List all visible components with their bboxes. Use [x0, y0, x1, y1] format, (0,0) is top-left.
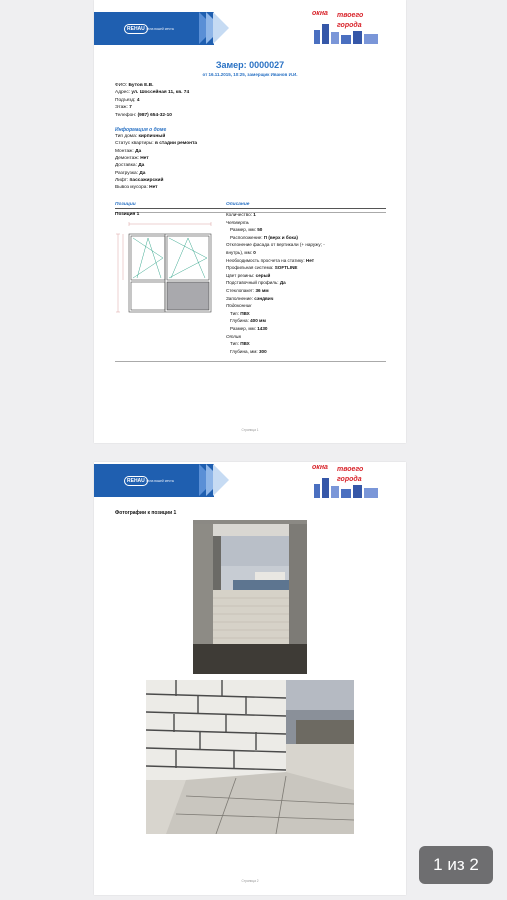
info-value: Нет	[149, 185, 158, 191]
description-line: Количество: 1	[226, 212, 256, 217]
banner-chevron	[213, 464, 229, 496]
info-value: Нет	[140, 155, 149, 161]
description-line: Заполнение: сэндвич	[226, 295, 274, 301]
info-label: Этаж:	[115, 105, 130, 111]
info-label: Телефон:	[115, 112, 138, 118]
description-line: Отлив	[226, 333, 241, 339]
info-row	[115, 105, 132, 111]
info-value: в стадии ремонта	[154, 141, 198, 147]
photo-window-opening	[193, 520, 307, 674]
description-line: Цвет резины: серый	[226, 272, 271, 278]
description-line: Размер, мм: 1430	[230, 326, 268, 331]
info-value: кирпичный	[138, 134, 166, 139]
info-row	[115, 83, 153, 89]
info-value: 4	[136, 97, 140, 103]
description-line: Тип: ПВХ	[230, 310, 250, 316]
description-line: Отклонение фасада от вертикали (+ наружу; -	[226, 242, 325, 248]
header-banner	[94, 464, 214, 497]
document-page-2	[94, 462, 406, 895]
info-row	[115, 149, 141, 155]
info-label: Тип дома:	[115, 134, 139, 139]
doc-subtitle: от 16.11.2015, 10:25, замерщик Иванов И.И.	[202, 72, 298, 77]
info-label: Подъезд:	[115, 97, 137, 103]
page-footer: Страница 1	[241, 428, 259, 432]
description-line: Необходимость просчета на статику: Нет	[226, 257, 314, 263]
brand-tagline: Окна вашей мечты	[146, 27, 174, 31]
description-line: Глубина, мм: 300	[230, 348, 267, 354]
banner-chevron	[213, 12, 229, 44]
photos-title: Фотографии к позиции 1	[115, 510, 177, 516]
info-label: Монтаж:	[115, 148, 136, 154]
doc-title: Замер: 0000027	[215, 60, 285, 70]
info-row	[115, 98, 140, 104]
description-line: Глубина: 400 мм	[230, 318, 266, 324]
photo-brick-corner	[146, 680, 354, 834]
info-label: Демонтаж:	[115, 155, 141, 161]
header-banner	[94, 12, 214, 45]
description-line: Стеклопакет: 36 мм	[226, 288, 269, 293]
page-indicator: 1 из 2	[419, 846, 493, 884]
info-label: Разгрузка:	[115, 170, 140, 176]
info-value: Да	[138, 163, 145, 169]
brand-logo: REHAU	[124, 24, 148, 34]
description-line: Профильная система: SOFTLINE	[226, 265, 298, 271]
brand-tagline: Окна вашей мечты	[146, 479, 174, 483]
info-label: Статус квартиры:	[115, 141, 155, 147]
description-header: Описание	[226, 202, 250, 207]
partner-logo: окна твоего города	[312, 464, 386, 502]
page-footer: Страница 2	[241, 879, 259, 883]
info-value: Да	[135, 148, 142, 154]
description-line: Подоконник	[226, 303, 252, 309]
info-label: Адрес:	[115, 90, 132, 96]
info-value: пассажирский	[129, 177, 164, 183]
description-line: Расположение: П (верх и бока)	[230, 234, 298, 240]
table-header-rule	[115, 208, 386, 209]
info-row	[115, 163, 144, 169]
info-value: Бутов Е.В.	[128, 83, 154, 88]
info-label: ФИО:	[115, 83, 129, 88]
info-value: Да	[139, 170, 146, 176]
info-label: Лифт:	[115, 177, 130, 183]
description-line: внутрь), мм: 0	[226, 250, 256, 255]
info-row	[115, 178, 163, 184]
description-line: Тип: ПВХ	[230, 341, 250, 347]
positions-header: Позиции	[115, 202, 136, 207]
position-name: Позиция 1	[115, 212, 140, 217]
document-page-1	[94, 0, 406, 443]
info-value: 7	[129, 105, 132, 111]
info-row	[115, 90, 189, 96]
info-row	[115, 171, 145, 177]
info-row	[115, 134, 165, 140]
partner-logo: окна твоего города	[312, 10, 386, 48]
description-line: Размер, мм: 50	[230, 227, 263, 233]
info-row	[115, 185, 158, 191]
info-value: ул. Шоссейная 11, кв. 74	[131, 90, 190, 96]
description-line: Четверть	[226, 219, 250, 225]
brand-logo: REHAU	[124, 476, 148, 486]
description-line: Подставочный профиль: Да	[226, 280, 286, 286]
house-section-title: Информация о доме	[115, 127, 167, 133]
window-diagram	[115, 220, 215, 316]
info-row	[115, 113, 172, 119]
info-row	[115, 141, 197, 147]
info-value: (987) 654-32-10	[137, 112, 172, 118]
info-label: Вывоз мусора:	[115, 185, 150, 191]
info-label: Доставка:	[115, 163, 139, 169]
info-row	[115, 156, 149, 162]
